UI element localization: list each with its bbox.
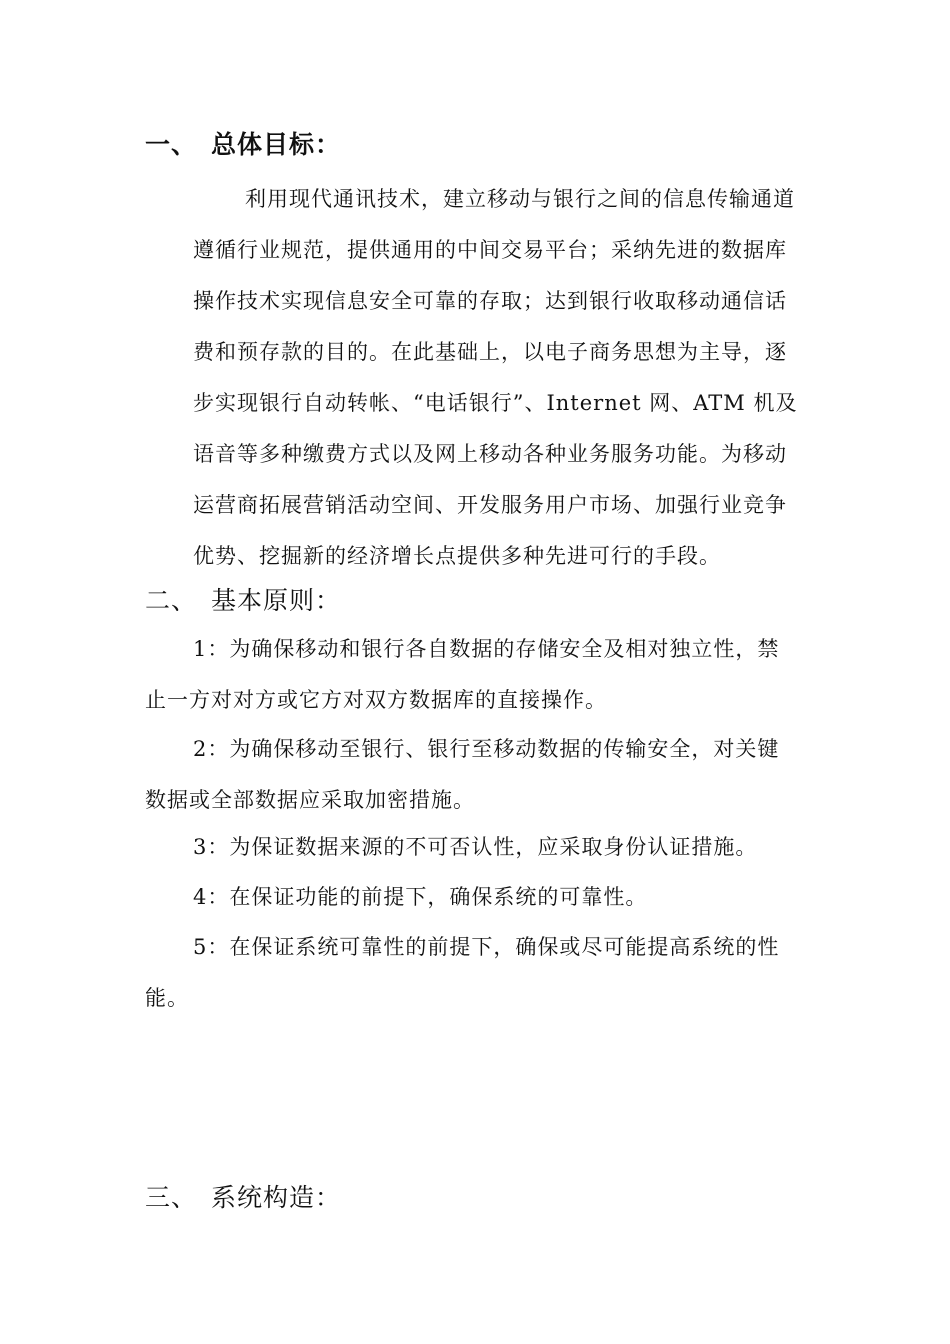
paragraph-line: 5：在保证系统可靠性的前提下，确保或尽可能提高系统的性	[193, 935, 780, 959]
section-number: 三、	[145, 1183, 198, 1212]
paragraph-line: 2：为确保移动至银行、银行至移动数据的传输安全，对关键	[193, 737, 780, 761]
paragraph-line: 费和预存款的目的。在此基础上，以电子商务思想为主导，逐	[193, 340, 787, 364]
paragraph-line: 数据或全部数据应采取加密措施。	[145, 788, 475, 812]
section-number: 一、	[145, 130, 198, 159]
overall-goal-paragraph	[193, 174, 797, 582]
principle-3	[145, 822, 757, 873]
section-title: 总体目标：	[211, 130, 342, 159]
principle-5	[145, 922, 779, 1024]
paragraph-line: 操作技术实现信息安全可靠的存取；达到银行收取移动通信话	[193, 289, 787, 313]
paragraph-line: 步实现银行自动转帐、“电话银行”、Internet 网、ATM 机及	[193, 391, 798, 415]
paragraph-line: 能。	[145, 986, 189, 1010]
section-title: 基本原则：	[211, 586, 342, 615]
section-heading-overall-goal	[145, 128, 341, 162]
principle-2	[145, 724, 779, 826]
paragraph-line: 优势、挖掘新的经济增长点提供多种先进可行的手段。	[193, 544, 721, 568]
paragraph-line: 遵循行业规范，提供通用的中间交易平台；采纳先进的数据库	[193, 238, 787, 262]
paragraph-line: 1：为确保移动和银行各自数据的存储安全及相对独立性，禁	[193, 637, 780, 661]
paragraph-line: 运营商拓展营销活动空间、开发服务用户市场、加强行业竞争	[193, 493, 787, 517]
principle-1	[145, 624, 779, 726]
paragraph-line: 止一方对对方或它方对双方数据库的直接操作。	[145, 688, 607, 712]
paragraph-line: 3：为保证数据来源的不可否认性，应采取身份认证措施。	[193, 835, 758, 859]
section-title: 系统构造：	[211, 1183, 342, 1212]
section-heading-basic-principles	[145, 584, 341, 618]
paragraph-line: 4：在保证功能的前提下，确保系统的可靠性。	[193, 885, 648, 909]
principle-4	[145, 872, 647, 923]
paragraph-line: 利用现代通讯技术，建立移动与银行之间的信息传输通道	[245, 187, 795, 211]
paragraph-line: 语音等多种缴费方式以及网上移动各种业务服务功能。为移动	[193, 442, 787, 466]
section-heading-system-structure	[145, 1181, 341, 1215]
section-number: 二、	[145, 586, 198, 615]
